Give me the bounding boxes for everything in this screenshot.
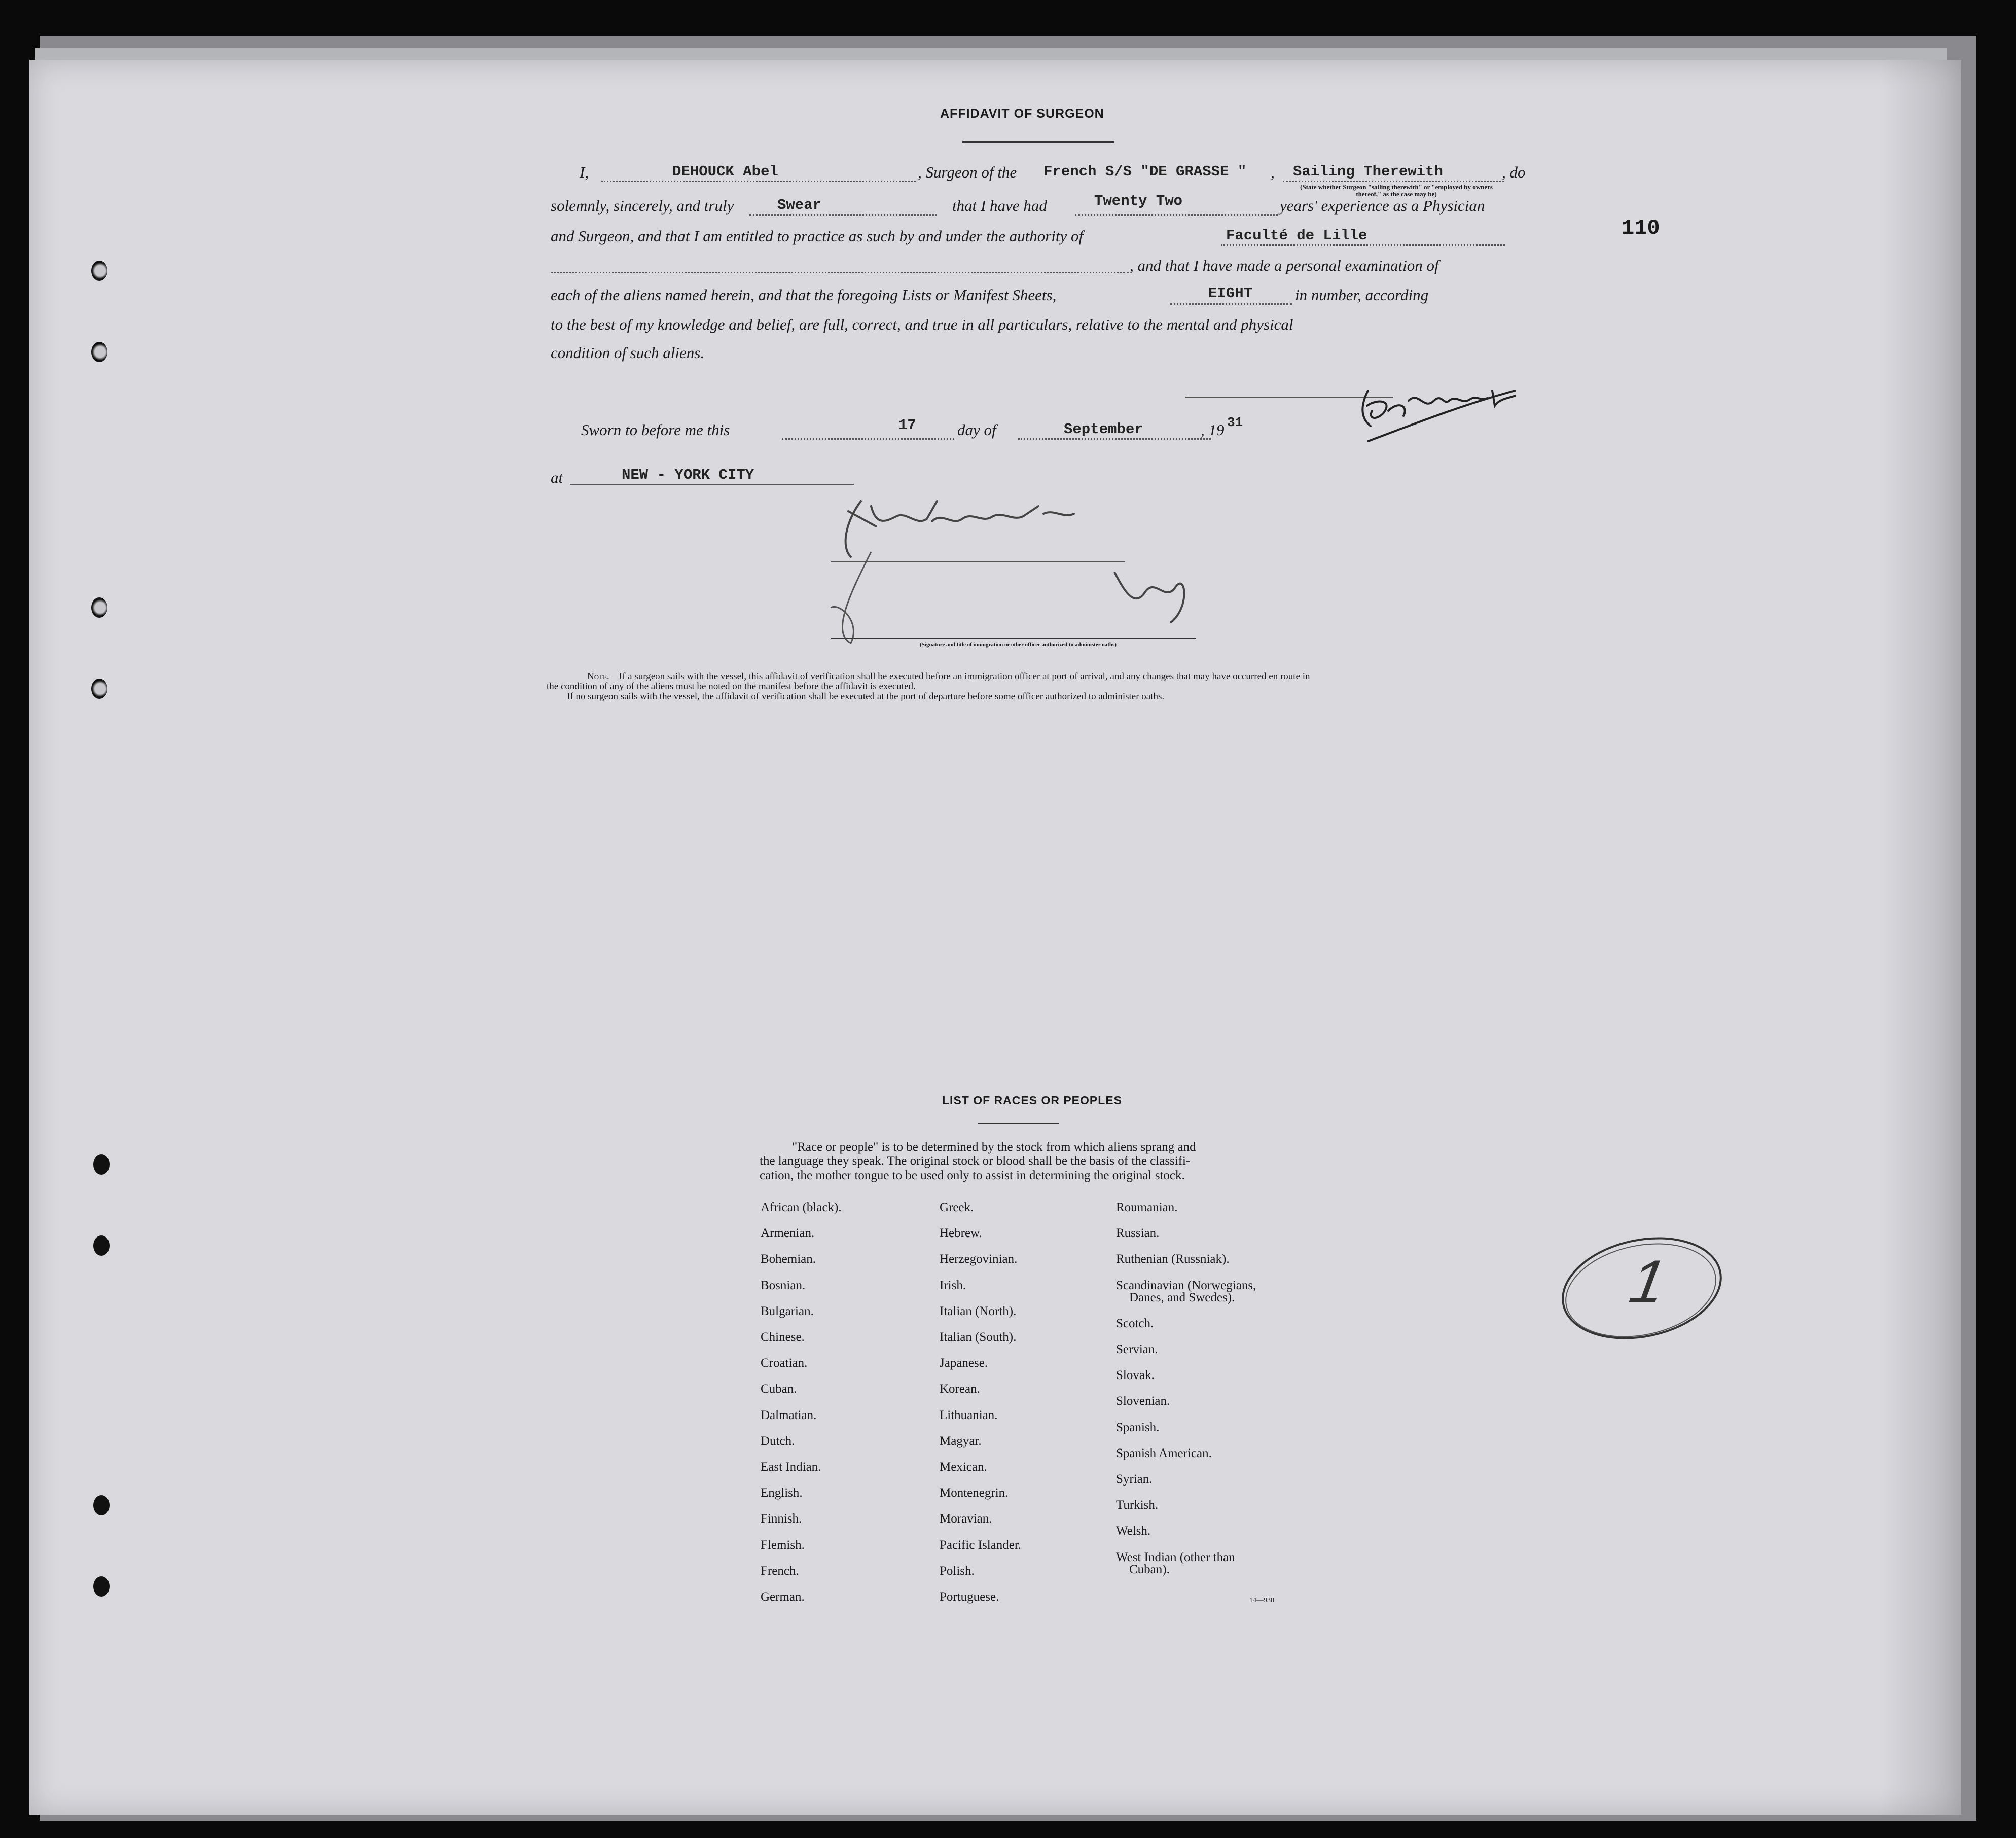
sworn-year: 31 <box>1227 415 1243 430</box>
page-number: 110 <box>1622 216 1660 240</box>
race-item-continued: Cuban). <box>1129 1562 1170 1576</box>
race-item: German. <box>761 1590 805 1604</box>
race-item: Roumanian. <box>1116 1200 1178 1214</box>
race-item: Spanish American. <box>1116 1446 1212 1460</box>
oath-type: Swear <box>777 197 822 214</box>
race-item: Lithuanian. <box>940 1408 998 1422</box>
race-item: Mexican. <box>940 1460 987 1474</box>
race-item: Polish. <box>940 1564 975 1578</box>
affidavit-line-7: condition of such aliens. <box>551 344 705 362</box>
race-item: Syrian. <box>1116 1472 1153 1486</box>
race-item-continued: Danes, and Swedes). <box>1129 1290 1235 1304</box>
race-item: Bohemian. <box>761 1252 816 1266</box>
affidavit-line-1: I, <box>580 163 589 181</box>
race-item: Servian. <box>1116 1342 1158 1356</box>
manifest-sheet-count: EIGHT <box>1208 285 1253 302</box>
race-item: Herzegovinian. <box>940 1252 1018 1266</box>
race-item: African (black). <box>761 1200 842 1214</box>
years-experience: Twenty Two <box>1094 193 1183 209</box>
vessel-name: French S/S "DE GRASSE " <box>1043 163 1247 180</box>
sworn-month: September <box>1064 421 1143 438</box>
race-item: Italian (South). <box>940 1330 1017 1344</box>
affidavit-line-2a: solemnly, sincerely, and truly <box>551 197 734 215</box>
surgeon-signature <box>1348 370 1540 462</box>
race-item: Scotch. <box>1116 1316 1154 1330</box>
race-item: Moravian. <box>940 1512 992 1526</box>
race-item: Irish. <box>940 1278 966 1292</box>
race-item: Greek. <box>940 1200 974 1214</box>
affidavit-title: AFFIDAVIT OF SURGEON <box>940 107 1104 121</box>
title-rule <box>962 141 1114 143</box>
licensing-authority: Faculté de Lille <box>1226 227 1367 244</box>
race-item: Welsh. <box>1116 1524 1151 1538</box>
binder-hole <box>91 342 107 362</box>
place-value: NEW - YORK CITY <box>622 467 754 483</box>
binder-hole <box>91 597 107 618</box>
affidavit-line-5: each of the aliens named herein, and that the foregoing Lists or Manifest Sheets, <box>551 286 1057 304</box>
race-item: West Indian (other than <box>1116 1550 1235 1564</box>
race-item: Magyar. <box>940 1434 982 1448</box>
binder-hole <box>93 1495 110 1515</box>
form-code: 14—930 <box>1249 1597 1274 1604</box>
affidavit-line-4: , and that I have made a personal examination of <box>1130 257 1439 274</box>
status-footnote: (State whether Surgeon "sailing therewith" or "employed by owners thereof," as the case may be) <box>1300 183 1493 198</box>
binder-hole <box>93 1235 110 1256</box>
race-item: Bulgarian. <box>761 1304 814 1318</box>
race-item: Bosnian. <box>761 1278 806 1292</box>
binder-hole <box>91 261 107 281</box>
place-label: at <box>551 469 563 486</box>
race-item: Turkish. <box>1116 1498 1159 1512</box>
race-item: Scandinavian (Norwegians, <box>1116 1278 1256 1292</box>
race-item: Cuban. <box>761 1382 797 1396</box>
binder-hole <box>91 679 107 699</box>
affidavit-line-3: and Surgeon, and that I am entitled to practice as such by and under the authority of <box>551 227 1084 245</box>
race-item: Russian. <box>1116 1226 1160 1241</box>
race-item: Finnish. <box>761 1512 802 1526</box>
races-intro: "Race or people" is to be determined by the stock from which aliens sprang and the language they speak. The original stock or blood shall be the basis of the classifi- cation, the mother tongue to be used only to assist in determining the original stock. <box>760 1140 1196 1182</box>
surgeon-status: Sailing Therewith <box>1293 163 1443 180</box>
sworn-label: Sworn to before me this <box>581 421 730 439</box>
binder-hole <box>93 1576 110 1597</box>
race-item: Portuguese. <box>940 1590 999 1604</box>
race-item: Chinese. <box>761 1330 805 1344</box>
officer-signature <box>800 491 1206 653</box>
race-item: French. <box>761 1564 799 1578</box>
race-item: Korean. <box>940 1382 980 1396</box>
races-title-rule <box>978 1123 1059 1124</box>
races-title: LIST OF RACES OR PEOPLES <box>942 1093 1122 1107</box>
surgeon-name: DEHOUCK Abel <box>672 163 778 180</box>
document-page: 110 AFFIDAVIT OF SURGEON I, DEHOUCK Abel , Surgeon of the French S/S "DE GRASSE " , Sailing Therewith , do (State whether Surgeon "sailing therewith" or "employed by owners thereof," as the case may be) solemnly, sincerely, and truly Swear that I have had Twenty Two years' experience as a Physician and Surgeon, and that I am entitled to practice as such by and under the authority of Faculté de Lille , and that I have made a personal examination of each of the aliens named herein, and that the foregoing Lists or Manifest Sheets, EIGHT in number, according to the best of my knowledge and belief, are full, correct, and true in all particulars, relative to the mental and physical condition of such aliens. Sworn to before me this 17 day of September , 19 31 at NEW - YORK CITY (Signature and title of immigration or other officer authorized to administer oaths) Note.—If a surgeon sails with the vessel, this affidavit of verification shall be executed before an immigration officer at port of arrival, and any changes that may have occurred en route in the condition of any of the aliens must be noted on the manifest before the affidavit is executed. If no surgeon sails with the vessel, the affidavit of verification shall be executed at the port of departure before some officer authorized to administer oaths. LIST OF RACES OR PEOPLES "Race or people" is to be determined by the stock from which aliens sprang and the language they speak. The original stock or blood shall be the basis of the classifi- cation, the mother tongue to be used only to assist in determining the original stock. African (black). Armenian. Bohemian. Bosnian. Bulgarian. Chinese. Croatian. Cuban. Dalmatian. Dutch. East Indian. English. Finnish. Flemish. French. German. Greek. Hebrew. Herzegovinian. Irish. Italian (North). Italian (South). Japanese. Korean. Lithuanian. Magyar. Mexican. Montenegrin. Moravian. Pacific Islander. Polish. Portuguese. Roumanian. Russian. Ruthenian (Russniak). Scandinavian (Norwegians, Danes, and Swedes). Scotch. Servian. Slovak. Slovenian. Spanish. Spanish American. Syrian. Turkish. Welsh. West Indian (other than Cuban). 14—930 1 <box>29 60 1961 1815</box>
binder-hole <box>93 1154 110 1175</box>
race-item: Croatian. <box>761 1356 808 1370</box>
race-item: Pacific Islander. <box>940 1538 1022 1552</box>
race-item: Hebrew. <box>940 1226 982 1241</box>
race-item: Slovak. <box>1116 1368 1155 1383</box>
race-item: Dutch. <box>761 1434 795 1448</box>
note-block: Note.—If a surgeon sails with the vessel, this affidavit of verification shall be executed before an immigration officer at port of arrival, and any changes that may have occurred en route in the condition of any of the aliens must be noted on the manifest before the affidavit is executed. If no surgeon sails with the vessel, the affidavit of verification shall be executed at the port of departure before some officer authorized to administer oaths. <box>547 671 1310 702</box>
circled-mark-label: 1 <box>1619 1248 1678 1316</box>
race-item: Ruthenian (Russniak). <box>1116 1252 1230 1266</box>
affidavit-line-6: to the best of my knowledge and belief, are full, correct, and true in all particulars, relative to the mental and physical <box>551 315 1293 333</box>
race-item: Spanish. <box>1116 1420 1160 1434</box>
race-item: East Indian. <box>761 1460 821 1474</box>
race-item: Japanese. <box>940 1356 988 1370</box>
officer-signature-caption: (Signature and title of immigration or other officer authorized to administer oaths) <box>920 642 1117 648</box>
race-item: Italian (North). <box>940 1304 1017 1318</box>
race-item: Slovenian. <box>1116 1394 1170 1408</box>
race-item: Montenegrin. <box>940 1486 1009 1500</box>
race-item: Dalmatian. <box>761 1408 817 1422</box>
race-item: Armenian. <box>761 1226 815 1241</box>
sworn-day: 17 <box>898 417 916 434</box>
race-item: Flemish. <box>761 1538 805 1552</box>
race-item: English. <box>761 1486 803 1500</box>
